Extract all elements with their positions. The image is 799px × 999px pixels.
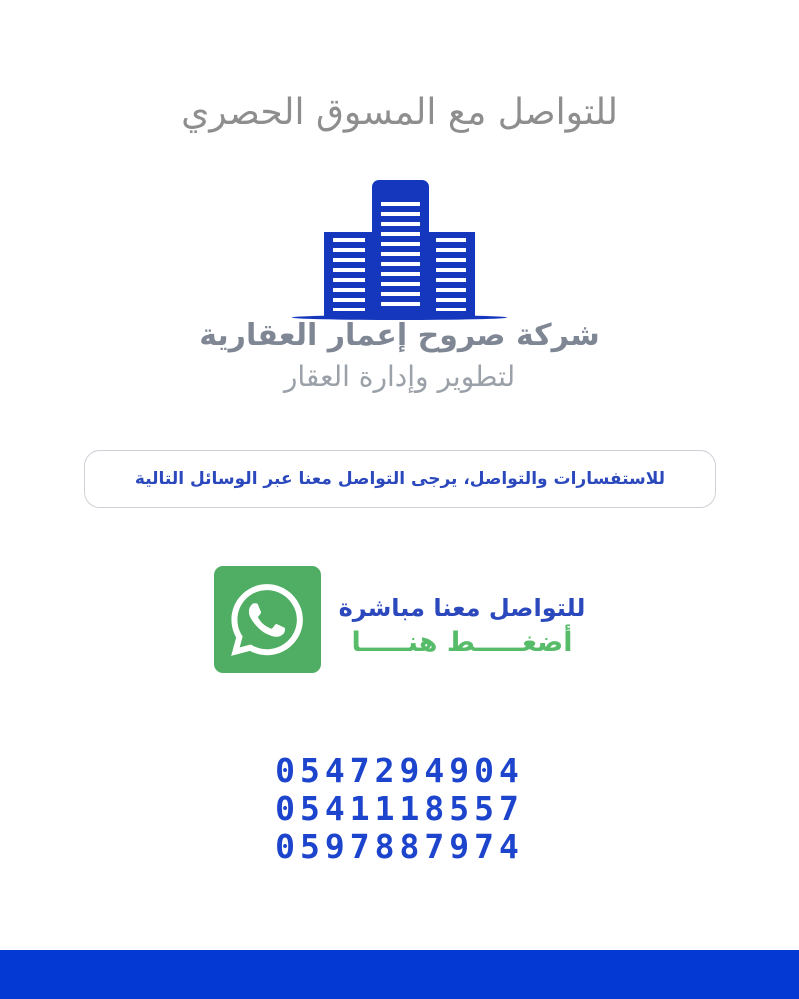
building-right-icon: [427, 232, 475, 317]
phone-number: 0597887974: [275, 827, 524, 866]
whatsapp-text: [339, 593, 586, 659]
buildings-icon: [324, 180, 475, 317]
company-logo: [292, 180, 508, 320]
info-box-text: للاستفسارات والتواصل، يرجى التواصل معنا عبر الوسائل التالية: [134, 469, 666, 489]
building-windows: [436, 238, 466, 311]
phone-number: 0547294904: [275, 751, 524, 790]
building-center-icon: [372, 180, 429, 317]
building-left-icon: [324, 232, 374, 317]
bottom-accent-bar: [0, 950, 799, 999]
whatsapp-section: [0, 566, 799, 673]
phone-number: 0541118557: [275, 789, 524, 828]
info-box: [84, 450, 716, 508]
page-title: للتواصل مع المسوق الحصري: [181, 92, 618, 133]
whatsapp-click-here-link[interactable]: أضغـــــط هنـــــا: [351, 626, 573, 658]
whatsapp-icon[interactable]: [214, 566, 321, 673]
company-tagline: لتطوير وإدارة العقار: [283, 360, 516, 393]
building-windows: [381, 202, 420, 311]
building-windows: [333, 238, 365, 311]
phone-number-list: [0, 752, 799, 865]
company-name: شركة صروح إعمار العقارية: [199, 318, 600, 353]
whatsapp-contact-label: للتواصل معنا مباشرة: [338, 594, 586, 623]
